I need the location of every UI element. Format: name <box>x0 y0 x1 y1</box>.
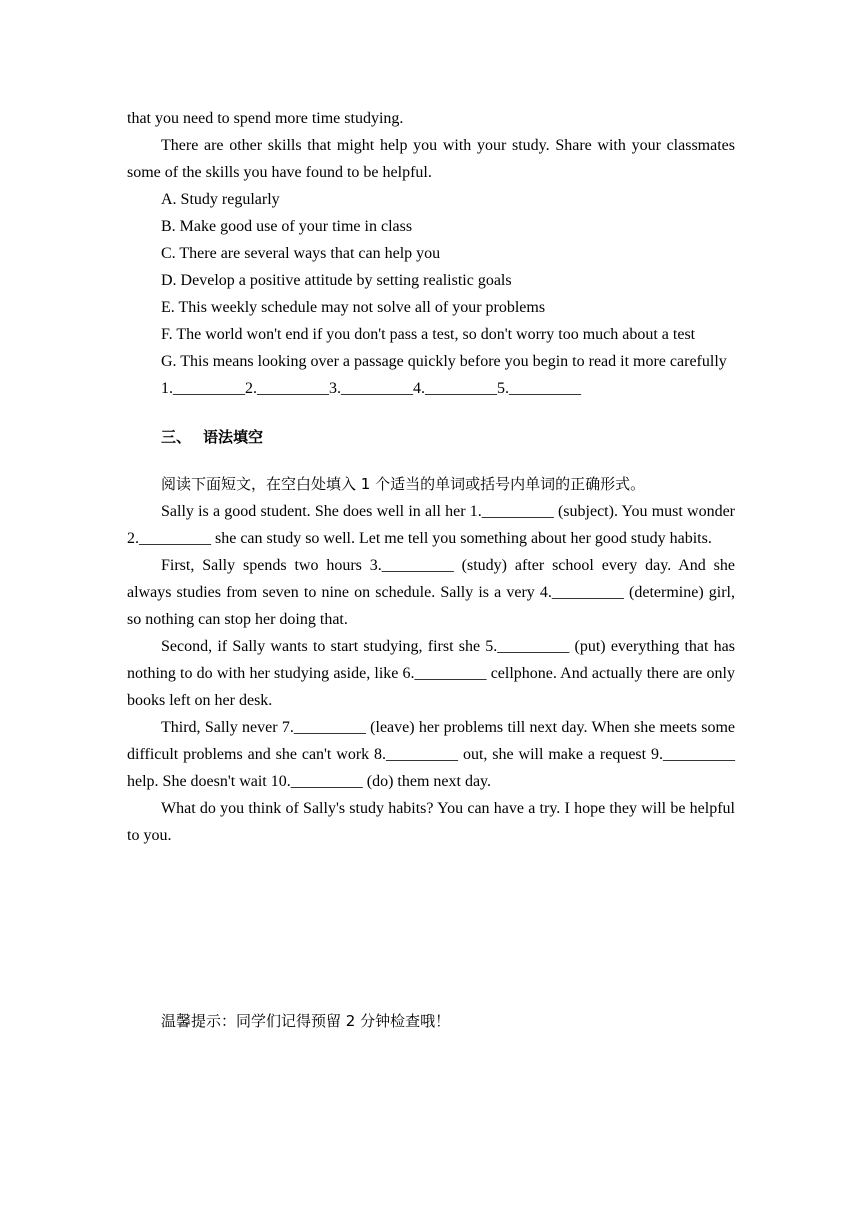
document-page <box>127 105 735 849</box>
option-g: G. This means looking over a passage quickly before you begin to read it more carefully <box>161 353 727 370</box>
cloze-paragraph-4: Third, Sally never 7._________ (leave) her problems till next day. When she meets some difficult problems and she can't work 8._________ out, she will make a request 9._________ help. She doesn't wait 10._________ (do) them next day. <box>127 719 735 790</box>
footer-tip: 温馨提示：同学们记得预留 2 分钟检查哦！ <box>161 1012 451 1030</box>
section-title: 语法填空 <box>203 428 264 446</box>
cloze-paragraph-1: Sally is a good student. She does well in all her 1._________ (subject). You must wonder 2._________ she can study so well. Let me tell you something about her good study habits. <box>127 503 735 547</box>
cloze-paragraph-2: First, Sally spends two hours 3._________ (study) after school every day. And she always studies from seven to nine on schedule. Sally is a very 4._________ (determine) girl, so nothing can stop her doing that. <box>127 557 735 628</box>
option-f: F. The world won't end if you don't pass a test, so don't worry too much about a test <box>161 326 696 343</box>
cloze-passage <box>127 498 735 849</box>
option-a: A. Study regularly <box>161 191 280 208</box>
section-number: 三、 <box>161 428 192 446</box>
cloze-paragraph-5: What do you think of Sally's study habits? You can have a try. I hope they will be helpful to you. <box>127 800 735 844</box>
section-instruction: 阅读下面短文，在空白处填入 1 个适当的单词或括号内单词的正确形式。 <box>161 475 646 493</box>
option-c: C. There are several ways that can help you <box>161 245 441 262</box>
option-d: D. Develop a positive attitude by setting realistic goals <box>161 272 512 289</box>
section-heading <box>127 424 735 451</box>
passage-closing-paragraph: There are other skills that might help you with your study. Share with your classmates some of the skills you have found to be helpful. <box>127 137 735 181</box>
passage-continuation: that you need to spend more time studying. <box>127 110 404 127</box>
answer-blanks: 1._________2._________3._________4._________5._________ <box>161 380 581 397</box>
options-list <box>127 186 735 375</box>
option-b: B. Make good use of your time in class <box>161 218 413 235</box>
option-e: E. This weekly schedule may not solve all of your problems <box>161 299 546 316</box>
cloze-paragraph-3: Second, if Sally wants to start studying, first she 5._________ (put) everything that has nothing to do with her studying aside, like 6._________ cellphone. And actually there are only books left on her desk. <box>127 638 735 709</box>
